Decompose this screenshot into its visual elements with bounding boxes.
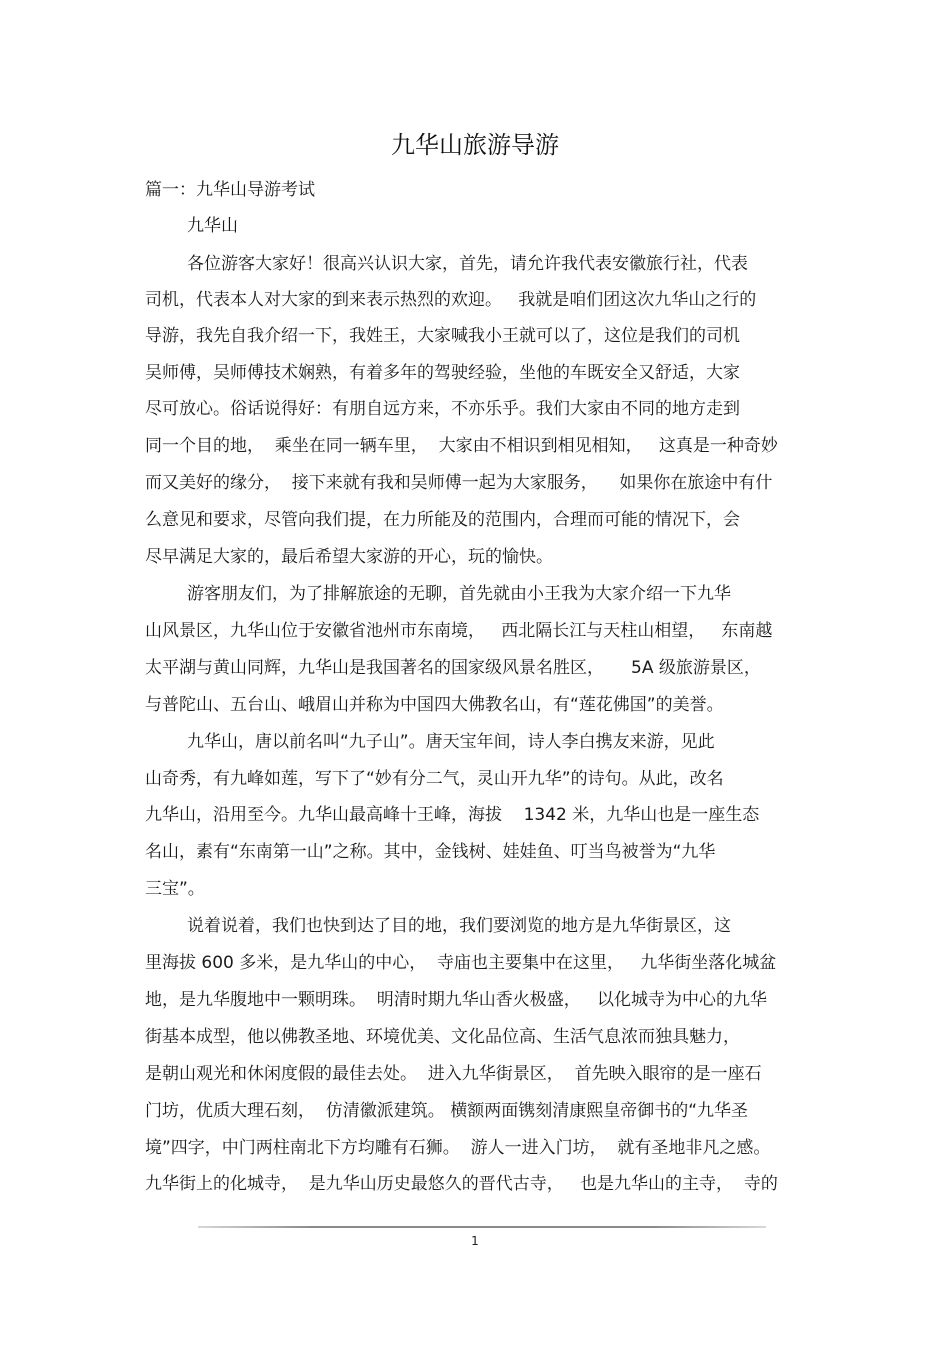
text-line-10: 游客朋友们，为了排解旅途的无聊，首先就由小王我为大家介绍一下九华 [187, 584, 731, 604]
text-line-26: 九华街上的化城寺， 是九华山历史最悠久的晋代古寺， 也是九华山的主寺， 寺的 [145, 1174, 778, 1194]
document-title: 九华山旅游导游 [391, 131, 559, 159]
text-line-4: 吴师傅，吴师傅技术娴熟，有着多年的驾驶经验，坐他的车既安全又舒适，大家 [145, 363, 740, 383]
text-line-22: 街基本成型，他以佛教圣地、环境优美、文化品位高、生活气息浓而独具魅力， [145, 1027, 740, 1047]
text-line-6: 同一个目的地， 乘坐在同一辆车里， 大家由不相识到相见相知， 这真是一种奇妙 [145, 436, 778, 456]
section-heading: 篇一：九华山导游考试 [145, 180, 315, 200]
text-line-21: 地，是九华腹地中一颗明珠。 明清时期九华山香火极盛， 以化城寺为中心的九华 [145, 990, 768, 1010]
text-line-3: 导游，我先自我介绍一下，我姓王，大家喊我小王就可以了，这位是我们的司机 [145, 326, 740, 346]
text-line-1: 各位游客大家好！很高兴认识大家，首先，请允许我代表安徽旅行社，代表 [187, 254, 748, 274]
page-number: 1 [471, 1234, 479, 1248]
text-line-24: 门坊，优质大理石刻， 仿清徽派建筑。 横额两面镌刻清康熙皇帝御书的“九华圣 [145, 1101, 749, 1121]
text-line-25: 境”四字，中门两柱南北下方均雕有石狮。 游人一进入门坊， 就有圣地非凡之感。 [145, 1138, 771, 1158]
text-line-23: 是朝山观光和休闲度假的最佳去处。 进入九华街景区， 首先映入眼帘的是一座石 [145, 1064, 762, 1084]
text-line-17: 名山，素有“东南第一山”之称。其中，金钱树、娃娃鱼、叮当鸟被誉为“九华 [145, 842, 716, 862]
text-line-13: 与普陀山、五台山、峨眉山并称为中国四大佛教名山，有“莲花佛国”的美誉。 [145, 695, 724, 715]
text-line-20: 里海拔 600 多米，是九华山的中心， 寺庙也主要集中在这里， 九华街坐落化城盆 [145, 953, 777, 973]
text-line-11: 山风景区，九华山位于安徽省池州市东南境， 西北隔长江与天柱山相望， 东南越 [145, 621, 773, 641]
text-line-16: 九华山，沿用至今。九华山最高峰十王峰，海拔 1342 米，九华山也是一座生态 [145, 805, 760, 825]
text-line-19: 说着说着，我们也快到达了目的地，我们要浏览的地方是九华街景区，这 [187, 916, 731, 936]
text-line-15: 山奇秀，有九峰如莲，写下了“妙有分二气，灵山开九华”的诗句。从此，改名 [145, 769, 724, 789]
text-line-14: 九华山，唐以前名叫“九子山”。唐天宝年间，诗人李白携友来游，见此 [187, 732, 715, 752]
text-line-7: 而又美好的缘分， 接下来就有我和吴师傅一起为大家服务， 如果你在旅途中有什 [145, 473, 773, 493]
text-line-2: 司机，代表本人对大家的到来表示热烈的欢迎。 我就是咱们团这次九华山之行的 [145, 290, 757, 310]
text-line-12: 太平湖与黄山同辉，九华山是我国著名的国家级风景名胜区， 5A 级旅游景区， [145, 658, 761, 678]
text-line-5: 尽可放心。俗话说得好：有朋自远方来，不亦乐乎。我们大家由不同的地方走到 [145, 399, 740, 419]
text-line-9: 尽早满足大家的，最后希望大家游的开心，玩的愉快。 [145, 547, 553, 567]
text-line-8: 么意见和要求，尽管向我们提，在力所能及的范围内，合理而可能的情况下，会 [145, 510, 740, 530]
subheading: 九华山 [187, 216, 238, 236]
footer-divider [198, 1226, 766, 1228]
text-line-18: 三宝”。 [145, 879, 205, 899]
